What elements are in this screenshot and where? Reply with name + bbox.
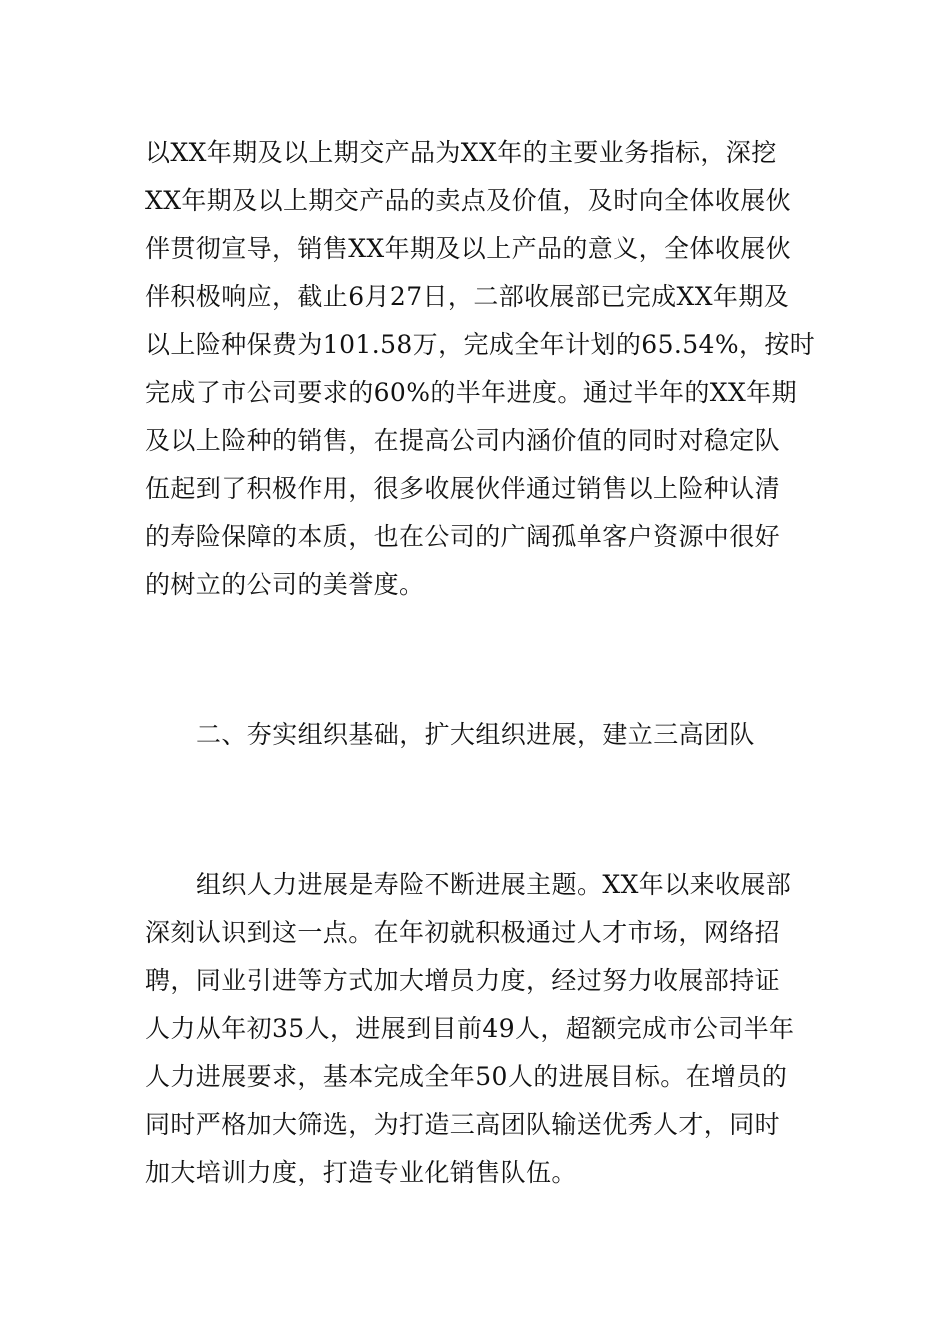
paragraph-1-line-5: 以上险种保费为101.58万，完成全年计划的65.54%，按时 [145,330,816,359]
paragraph-1-line-6: 完成了市公司要求的60%的半年进度。通过半年的XX年期 [145,378,797,407]
paragraph-1-line-9: 的寿险保障的本质，也在公司的广阔孤单客户资源中很好 [145,522,781,551]
paragraph-1-line-8: 伍起到了积极作用，很多收展伙伴通过销售以上险种认清 [145,474,781,503]
paragraph-2-line-7: 加大培训力度，打造专业化销售队伍。 [145,1158,577,1187]
paragraph-2-line-3: 聘，同业引进等方式加大增员力度，经过努力收展部持证 [145,966,781,995]
section-heading: 二、夯实组织基础，扩大组织进展，建立三高团队 [196,720,755,749]
paragraph-1-line-1: 以XX年期及以上期交产品为XX年的主要业务指标，深挖 [145,138,777,167]
paragraph-2-line-2: 深刻认识到这一点。在年初就积极通过人才市场，网络招 [145,918,781,947]
paragraph-1-line-2: XX年期及以上期交产品的卖点及价值，及时向全体收展伙 [145,186,791,215]
paragraph-2-line-4: 人力从年初35人，进展到目前49人，超额完成市公司半年 [145,1014,795,1043]
paragraph-1-line-10: 的树立的公司的美誉度。 [145,570,425,599]
paragraph-1-line-4: 伴积极响应，截止6月27日，二部收展部已完成XX年期及 [145,282,790,311]
paragraph-2-line-6: 同时严格加大筛选，为打造三高团队输送优秀人才，同时 [145,1110,781,1139]
paragraph-2-line-1: 组织人力进展是寿险不断进展主题。XX年以来收展部 [196,870,792,899]
paragraph-2-line-5: 人力进展要求，基本完成全年50人的进展目标。在增员的 [145,1062,788,1091]
paragraph-1-line-7: 及以上险种的销售，在提高公司内涵价值的同时对稳定队 [145,426,781,455]
paragraph-1-line-3: 伴贯彻宣导，销售XX年期及以上产品的意义，全体收展伙 [145,234,791,263]
